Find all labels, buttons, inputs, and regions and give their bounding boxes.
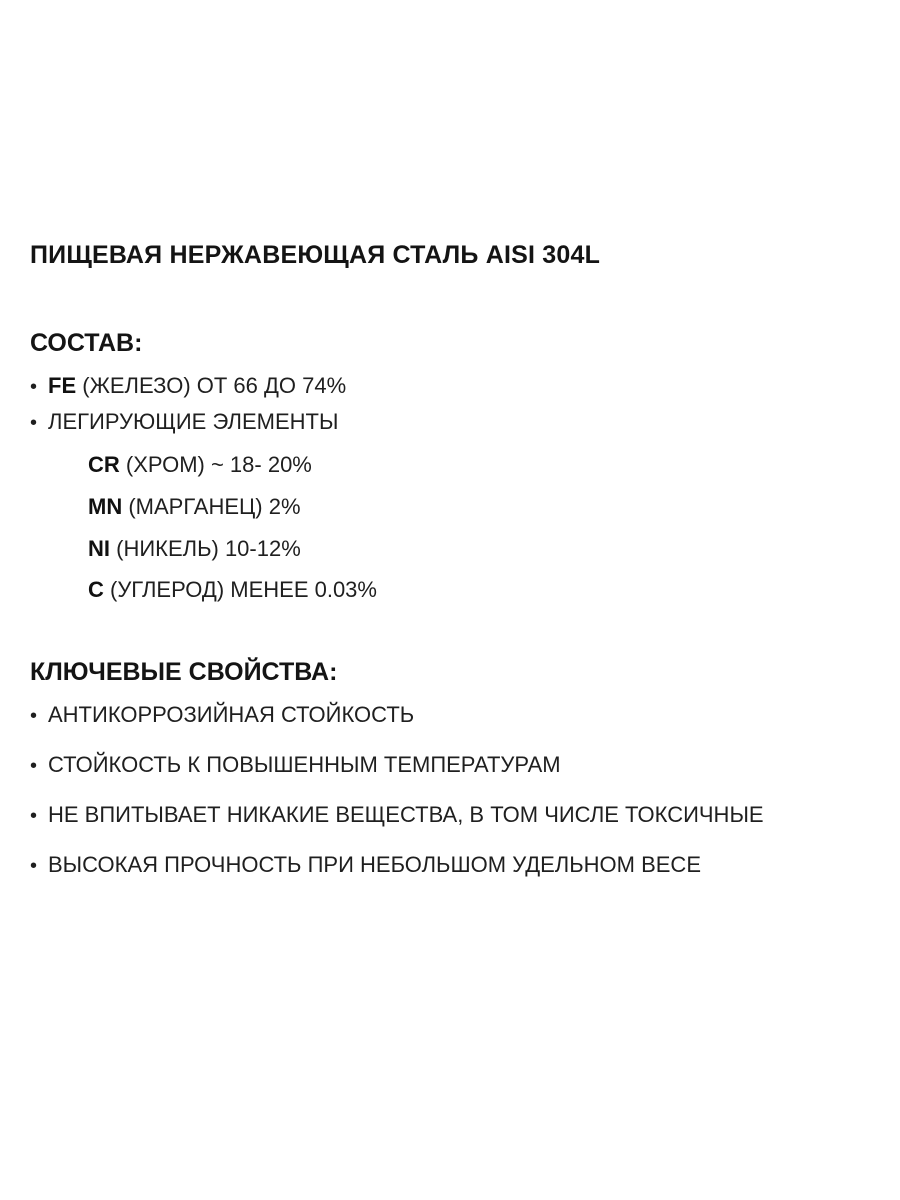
list-item-content (48, 406, 338, 438)
list-item (30, 699, 870, 731)
composition-section (30, 328, 870, 611)
composition-heading: СОСТАВ: (30, 329, 143, 357)
list-item (30, 849, 870, 881)
list-item (30, 370, 870, 402)
bullet-icon: • (30, 705, 38, 728)
element-symbol: NI (88, 535, 110, 561)
element-description: (ХРОМ) ~ 18- 20% (119, 452, 312, 477)
element-description: (ЖЕЛЕЗО) ОТ 66 ДО 74% (76, 373, 347, 398)
properties-heading: КЛЮЧЕВЫЕ СВОЙСТВА: (30, 658, 338, 687)
page-title: ПИЩЕВАЯ НЕРЖАВЕЮЩАЯ СТАЛЬ AISI 304L (30, 241, 601, 269)
element-symbol: C (88, 577, 104, 603)
list-item (30, 406, 870, 438)
bullet-icon: • (30, 805, 38, 828)
element-description: ЛЕГИРУЮЩИЕ ЭЛЕМЕНТЫ (48, 409, 339, 434)
element-description: (УГЛЕРОД) МЕНЕЕ 0.03% (103, 577, 377, 603)
list-item (30, 749, 870, 781)
element-symbol: MN (88, 493, 123, 519)
list-item-content: ВЫСОКАЯ ПРОЧНОСТЬ ПРИ НЕБОЛЬШОМ УДЕЛЬНОМ ВЕСЕ (48, 852, 701, 878)
list-item (88, 486, 870, 528)
properties-list (30, 699, 870, 881)
element-description: (НИКЕЛЬ) 10-12% (110, 535, 301, 561)
element-symbol: CR (88, 452, 120, 477)
list-item-content: АНТИКОРРОЗИЙНАЯ СТОЙКОСТЬ (48, 702, 415, 728)
element-symbol: FE (48, 373, 77, 398)
list-item-content (48, 370, 346, 402)
list-item-content: НЕ ВПИТЫВАЕТ НИКАКИЕ ВЕЩЕСТВА, В ТОМ ЧИСЛЕ ТОКСИЧНЫЕ (48, 802, 764, 828)
element-description: (МАРГАНЕЦ) 2% (122, 493, 301, 519)
properties-section (30, 657, 870, 881)
list-item (30, 799, 870, 831)
bullet-icon: • (30, 755, 38, 778)
composition-list (30, 370, 870, 438)
bullet-icon: • (30, 412, 38, 434)
list-item-content: СТОЙКОСТЬ К ПОВЫШЕННЫМ ТЕМПЕРАТУРАМ (48, 752, 561, 778)
bullet-icon: • (30, 376, 38, 398)
bullet-icon: • (30, 855, 38, 878)
list-item (88, 528, 870, 570)
list-item (88, 569, 870, 611)
alloying-elements-list (30, 444, 870, 611)
list-item (88, 444, 870, 486)
